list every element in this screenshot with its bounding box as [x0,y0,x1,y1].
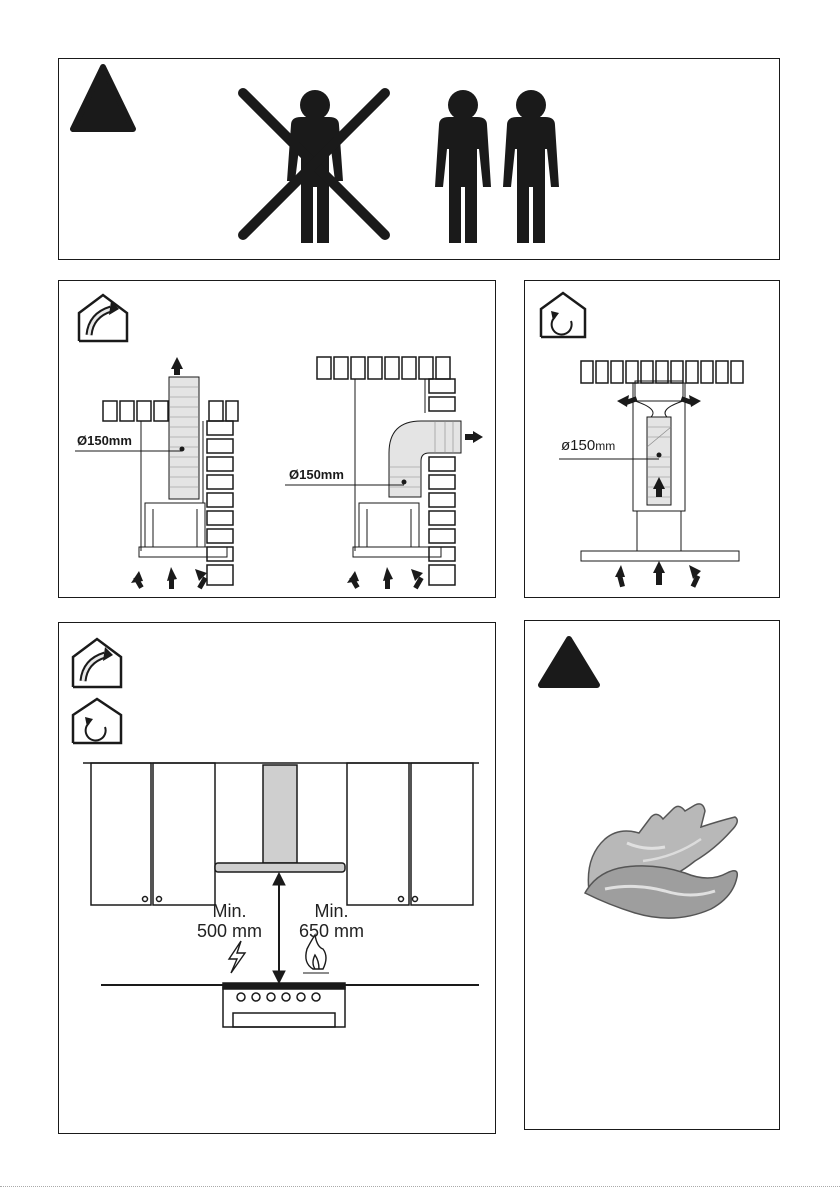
panel-recirculation [524,280,780,598]
side-wall-bricks-left [207,421,233,585]
wall-cabinet-left-1 [91,763,151,905]
ducted-installation-straight [75,357,238,589]
duct-straight [169,377,199,499]
clearance-electric [197,901,262,941]
warning-triangle-icon [541,639,597,685]
duct-diameter-left: Ø150mm [77,433,132,448]
recirculation-house-icon [73,699,121,743]
ceiling-bricks-recirc [581,361,743,383]
panel-ducted-extraction [58,280,496,598]
wall-cabinet-right-1 [347,763,409,905]
clearance-gas [299,901,364,941]
air-intake-arrows-right [347,567,424,589]
page-bottom-rule [0,1186,840,1187]
two-persons-icon [435,90,559,243]
ducted-extraction-house-icon [79,295,127,341]
recirculation-chimney [581,381,739,561]
air-intake-arrows-left [131,567,208,589]
wall-cabinet-right-2 [411,763,473,905]
person-crossed-out-icon [243,90,385,243]
panel-two-person-installation [58,58,780,260]
clearance-figure [59,623,497,1135]
clearance-electric-value: 500 mm [197,921,263,941]
wall-cabinet-left-2 [153,763,215,905]
duct-elbow [389,421,461,497]
clearance-electric-label: Min. [212,901,247,921]
clearance-gas-value: 650 mm [299,921,365,941]
hood-canopy [215,863,345,872]
protective-gloves-icon [585,804,737,918]
duct-diameter-right: Ø150mm [289,467,344,482]
panel-wear-gloves [524,620,780,1130]
ceiling-bricks-right [317,357,450,379]
hood-chimney [263,765,297,863]
gloves-figure [525,621,781,1131]
recirc-diameter-unit: mm [595,439,616,453]
recirc-diameter-value: ø150 [561,437,596,454]
recirc-duct-diameter [561,437,615,454]
panel-minimum-clearance [58,622,496,1134]
ducted-extraction-house-icon [73,639,121,687]
clearance-arrow [273,873,285,983]
clearance-gas-label: Min. [314,901,349,921]
recirculation-house-icon [541,293,585,337]
warning-triangle-icon [73,67,133,129]
side-wall-bricks-right [429,379,455,585]
lightning-icon [229,941,245,973]
kitchen-scene [83,763,479,1027]
persons-figure [59,59,781,261]
